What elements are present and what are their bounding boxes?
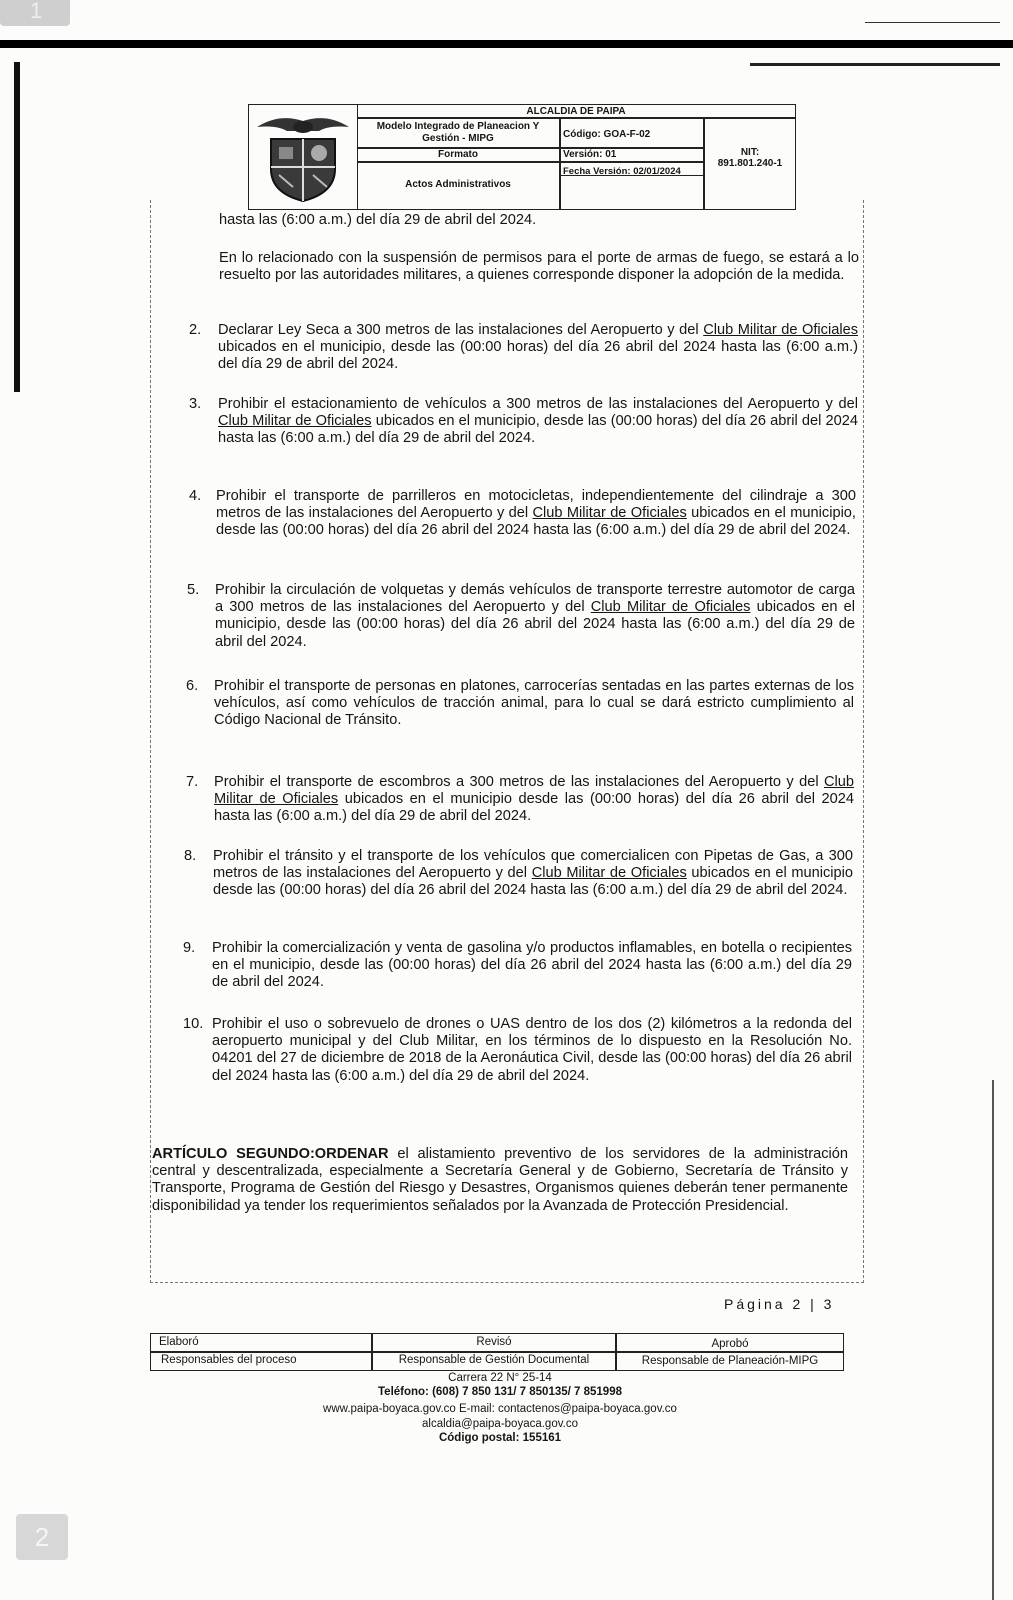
item-number: 2. xyxy=(189,322,202,338)
approval-value-reviewed: Responsable de Gestión Documental xyxy=(398,1354,590,1366)
viewer-page-tab[interactable] xyxy=(0,0,70,26)
approval-header-reviewed: Revisó xyxy=(476,1336,512,1348)
viewer-page-tab-number: 1 xyxy=(30,0,43,23)
item-number: 4. xyxy=(189,488,202,504)
header-entity: ALCALDIA DE PAIPA xyxy=(526,106,626,117)
item-number: 7. xyxy=(186,774,199,790)
viewer-page-badge[interactable]: 2 xyxy=(16,1514,68,1560)
header-doc-type: Actos Administrativos xyxy=(405,179,511,190)
item-number: 6. xyxy=(186,678,199,694)
approval-table xyxy=(150,1333,844,1371)
item-number: 3. xyxy=(189,396,202,412)
scan-line xyxy=(865,22,1000,23)
contact-postal-code: Código postal: 155161 xyxy=(438,1432,562,1444)
list-item: Prohibir el transporte de escombros a 300 metros de las instalaciones del Aeropuerto y del Club Militar de Oficiales ubicados en el municipio desde las (00:00 horas) del día 26 abril del 2024 hasta las (6:00 a.m.) del día 29 de abril del 2024. xyxy=(214,774,854,825)
article-heading: ARTÍCULO SEGUNDO:ORDENAR xyxy=(152,1146,389,1162)
list-item: Declarar Ley Seca a 300 metros de las instalaciones del Aeropuerto y del Club Militar de Oficiales ubicados en el municipio, desde las (00:00 horas) del día 26 abril del 2024 hasta las (6:00 a.m.) del día 29 de abril del 2024. xyxy=(218,322,858,373)
approval-value-prepared: Responsables del proceso xyxy=(161,1354,297,1366)
page-number: Página 2 | 3 xyxy=(724,1296,835,1312)
approval-value-approved: Responsable de Planeación-MIPG xyxy=(641,1355,819,1367)
list-item: Prohibir el estacionamiento de vehículos a 300 metros de las instalaciones del Aeropuerto y del Club Militar de Oficiales ubicados en el municipio, desde las (00:00 horas) del día 26 abril del 2024 hasta las (6:00 a.m.) del día 29 de abril del 2024. xyxy=(218,396,858,447)
scan-border-top xyxy=(0,40,1013,48)
list-item: Prohibir el transporte de personas en platones, carrocerías sentadas en las partes externas de los vehículos, así como vehículos de tracción animal, para lo cual se dará estricto cumplimiento al Código Nacional de Tránsito. xyxy=(214,678,854,729)
header-nit-label: NIT: xyxy=(740,147,760,158)
item-number: 9. xyxy=(183,940,196,956)
scan-border-top-secondary xyxy=(750,63,1000,66)
item-number: 10. xyxy=(183,1016,204,1032)
header-code: Código: GOA-F-02 xyxy=(563,129,651,140)
header-version-date: Fecha Versión: 02/01/2024 xyxy=(563,166,681,177)
header-model: Modelo Integrado de Planeacion Y Gestión - MIPG xyxy=(376,121,540,144)
firearms-paragraph: En lo relacionado con la suspensión de permisos para el porte de armas de fuego, se estará a lo resuelto por las autoridades militares, a quienes corresponde disponer la adopción de la medida. xyxy=(219,250,859,284)
approval-header-prepared: Elaboró xyxy=(159,1336,199,1348)
list-item: Prohibir la circulación de volquetas y demás vehículos de transporte terrestre automotor de carga a 300 metros de las instalaciones del Aeropuerto y del Club Militar de Oficiales ubicados en el municipio, desde las (00:00 horas) del día 26 abril del 2024 hasta las (6:00 a.m.) del día 29 de abril del 2024. xyxy=(215,582,855,650)
municipal-coat-of-arms-logo xyxy=(249,105,358,209)
article-second: ARTÍCULO SEGUNDO:ORDENAR el alistamiento preventivo de los servidores de la administración central y descentralizada, especialmente a Secretaría General y de Gobierno, Secretaría de Tránsito y Transporte, Programa de Gestión del Riesgo y Desastres, Organismos quienes deberán tener permanente disponibilidad ya tender los requerimientos señalados por la Avanzada de Protección Presidencial. xyxy=(152,1146,848,1214)
list-item: Prohibir la comercialización y venta de gasolina y/o productos inflamables, en botella o recipientes en el municipio, desde las (00:00 horas) del día 26 abril del 2024 hasta las (6:00 a.m.) del día 29 de abril del 2024. xyxy=(212,940,852,991)
contact-web-email[interactable]: www.paipa-boyaca.gov.co E-mail: contactenos@paipa-boyaca.gov.co xyxy=(323,1403,677,1415)
contact-email-secondary[interactable]: alcaldia@paipa-boyaca.gov.co xyxy=(422,1418,578,1430)
list-item: Prohibir el tránsito y el transporte de los vehículos que comercialicen con Pipetas de Gas, a 300 metros de las instalaciones del Aeropuerto y del Club Militar de Oficiales ubicados en el municipio desde las (00:00 horas) del día 26 abril del 2024 hasta las (6:00 a.m.) del día 29 de abril del 2024. xyxy=(213,848,853,899)
contact-phone: Teléfono: (608) 7 850 131/ 7 850135/ 7 851998 xyxy=(378,1386,622,1398)
list-item: Prohibir el transporte de parrilleros en motocicletas, independientemente del cilindraje a 300 metros de las instalaciones del Aeropuerto y del Club Militar de Oficiales ubicados en el municipio, desde las (00:00 horas) del día 26 abril del 2024 hasta las (6:00 a.m.) del día 29 de abril del 2024. xyxy=(216,488,856,539)
item-number: 8. xyxy=(184,848,197,864)
approval-header-approved: Aprobó xyxy=(711,1338,749,1350)
continuation-line: hasta las (6:00 a.m.) del día 29 de abril del 2024. xyxy=(219,212,537,228)
scan-border-left xyxy=(14,62,20,392)
contact-address: Carrera 22 N° 25-14 xyxy=(448,1372,552,1384)
document-header-table xyxy=(248,104,796,210)
header-version: Versión: 01 xyxy=(563,149,617,160)
header-format: Formato xyxy=(438,149,478,160)
list-item: Prohibir el uso o sobrevuelo de drones o UAS dentro de los dos (2) kilómetros a la redonda del aeropuerto municipal y del Club Militar, en los términos de lo dispuesto en la Resolución No. 04201 del 27 de diciembre de 2018 de la Aeronáutica Civil, desde las (00:00 horas) del día 26 abril del 2024 hasta las (6:00 a.m.) del día 29 de abril del 2024. xyxy=(212,1016,852,1084)
header-nit: 891.801.240-1 xyxy=(717,158,783,169)
item-number: 5. xyxy=(187,582,200,598)
scan-border-right xyxy=(992,1080,994,1600)
